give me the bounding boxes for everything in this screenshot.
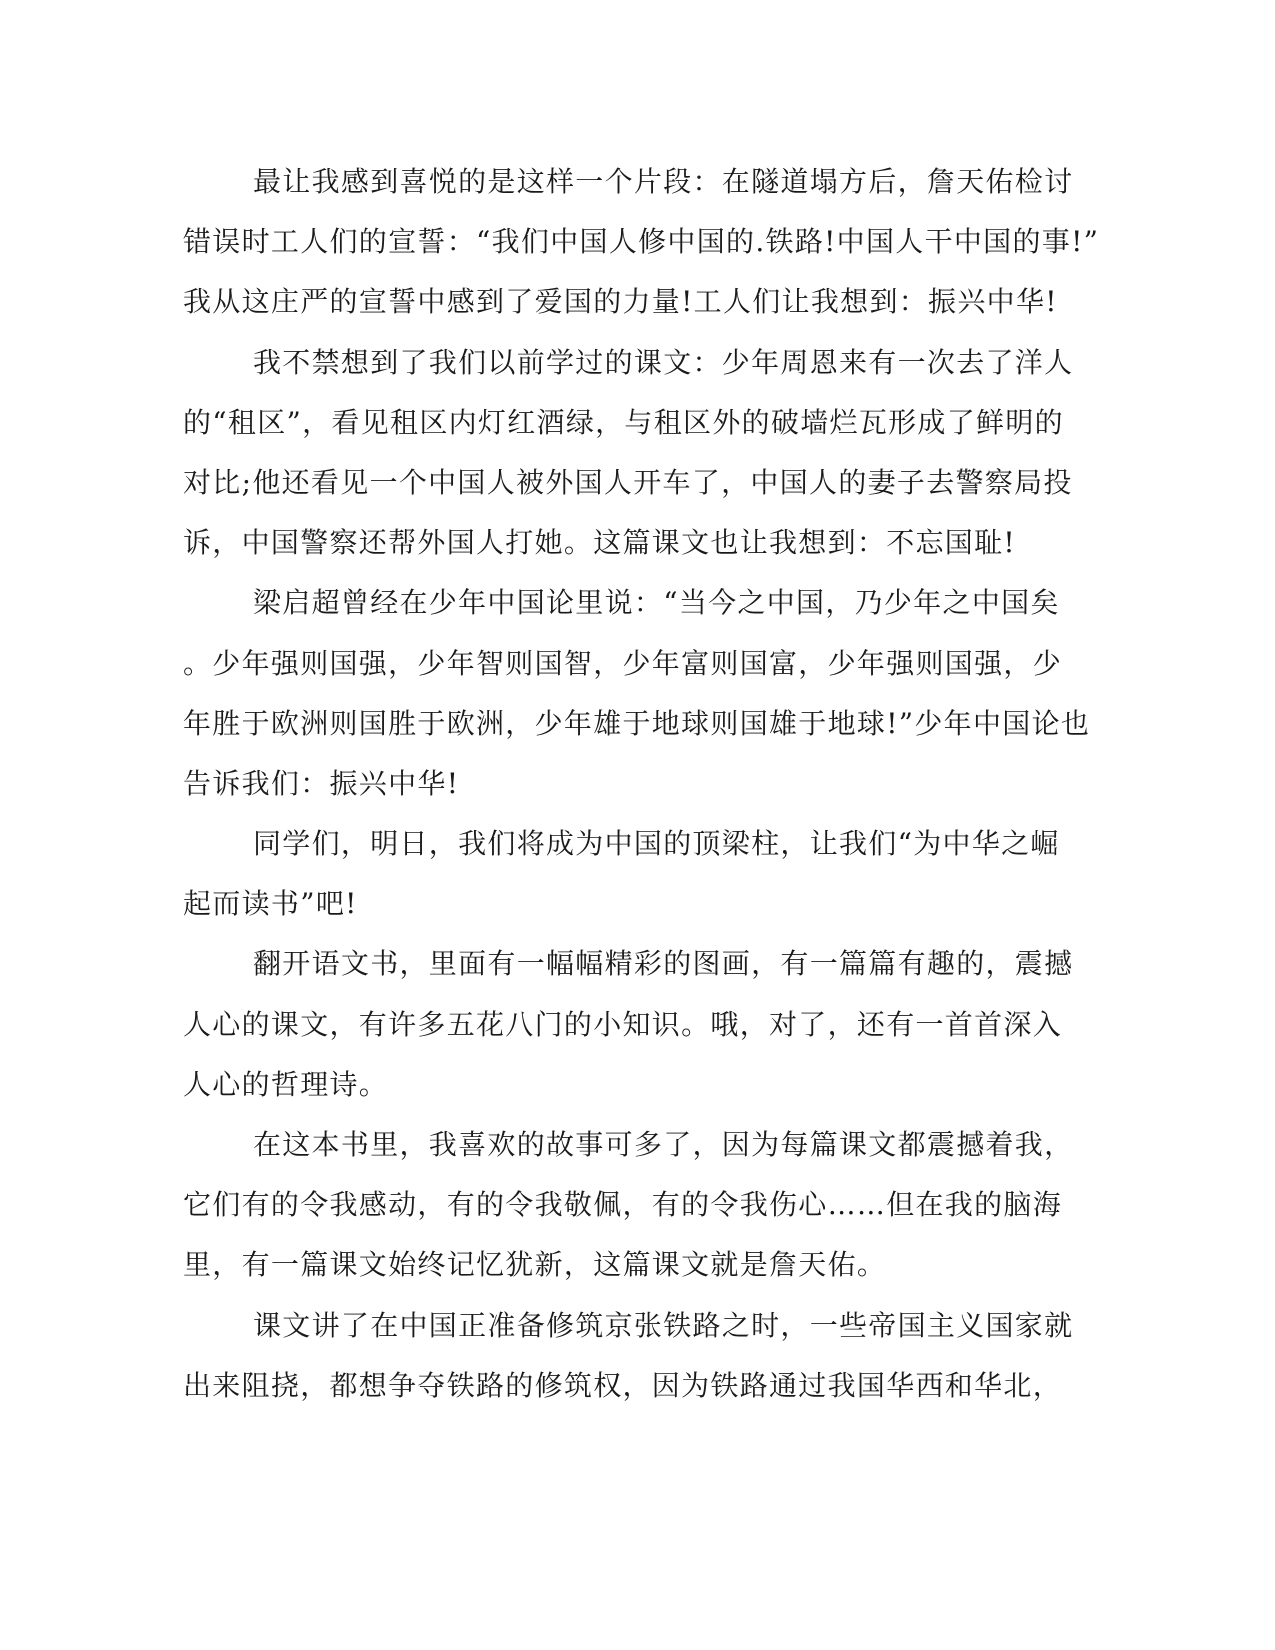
paragraph-7-line-2: 出来阻挠，都想争夺铁路的修筑权，因为铁路通过我国华西和华北， [183, 1368, 1063, 1402]
paragraph-6-line-2: 它们有的令我感动，有的令我敬佩，有的令我伤心……但在我的脑海 [183, 1188, 1063, 1222]
paragraph-2-line-4: 诉，中国警察还帮外国人打她。这篇课文也让我想到：不忘国耻! [183, 526, 1016, 560]
paragraph-3-line-1: 梁启超曾经在少年中国论里说：“当今之中国，乃少年之中国矣 [253, 586, 1060, 620]
paragraph-5-line-2: 人心的课文，有许多五花八门的小知识。哦，对了，还有一首首深入 [183, 1007, 1063, 1041]
paragraph-5-line-3: 人心的哲理诗。 [183, 1067, 389, 1101]
paragraph-3-line-4: 告诉我们：振兴中华! [183, 766, 460, 800]
paragraph-3-line-3: 年胜于欧洲则国胜于欧洲，少年雄于地球则国雄于地球!”少年中国论也 [183, 706, 1091, 740]
paragraph-6-line-1: 在这本书里，我喜欢的故事可多了，因为每篇课文都震撼着我， [253, 1128, 1074, 1161]
paragraph-6-line-3: 里，有一篇课文始终记忆犹新，这篇课文就是詹天佑。 [183, 1248, 887, 1282]
paragraph-1-line-1: 最让我感到喜悦的是这样一个片段：在隧道塌方后，詹天佑检讨 [253, 165, 1074, 198]
paragraph-1-line-3: 我从这庄严的宣誓中感到了爱国的力量!工人们让我想到：振兴中华! [183, 285, 1058, 319]
paragraph-2-line-2: 的“租区”，看见租区内灯红酒绿，与租区外的破墙烂瓦形成了鲜明的 [183, 405, 1064, 439]
paragraph-4-line-1: 同学们，明日，我们将成为中国的顶梁柱，让我们“为中华之崛 [253, 827, 1060, 861]
paragraph-2-line-1: 我不禁想到了我们以前学过的课文：少年周恩来有一次去了洋人 [253, 345, 1074, 379]
paragraph-4-line-2: 起而读书”吧! [183, 887, 358, 921]
paragraph-1-line-2: 错误时工人们的宣誓：“我们中国人修中国的.铁路!中国人干中国的事!” [183, 225, 1100, 259]
paragraph-3-line-2: 。少年强则国强，少年智则国智，少年富则国富，少年强则国强，少 [183, 646, 1063, 680]
paragraph-7-line-1: 课文讲了在中国正准备修筑京张铁路之时，一些帝国主义国家就 [253, 1308, 1074, 1342]
paragraph-5-line-1: 翻开语文书，里面有一幅幅精彩的图画，有一篇篇有趣的，震撼 [253, 947, 1074, 981]
paragraph-2-line-3: 对比;他还看见一个中国人被外国人开车了，中国人的妻子去警察局投 [183, 465, 1073, 499]
body-text [183, 152, 1100, 1416]
